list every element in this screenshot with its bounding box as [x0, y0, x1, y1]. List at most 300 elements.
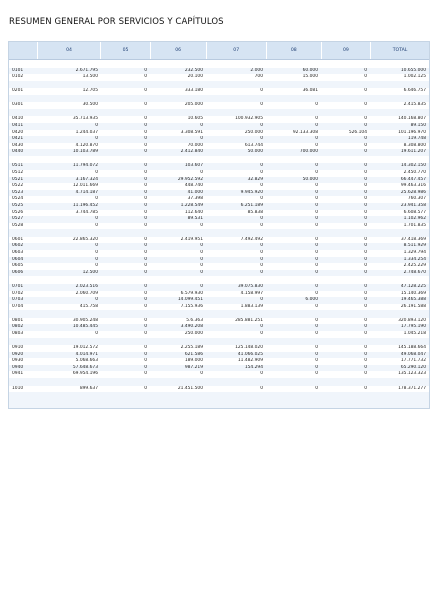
cell-col-04: 10.485.445: [72, 324, 98, 330]
cell-col-08: 0: [315, 142, 318, 148]
table-row: [9, 170, 429, 177]
table-row: [9, 324, 429, 331]
cell-col-07: 0: [260, 102, 263, 108]
group-spacer: [9, 276, 429, 284]
group-spacer: [9, 95, 429, 103]
cell-code: 0102: [12, 74, 24, 80]
cell-col-05: 0: [144, 236, 147, 242]
cell-col-07: 0: [260, 243, 263, 249]
group-spacer: [9, 338, 429, 346]
cell-col-05: 0: [144, 317, 147, 323]
cell-col-05: 0: [144, 243, 147, 249]
cell-code: 0704: [12, 303, 24, 309]
cell-col-06: 2.412.840: [180, 149, 203, 155]
cell-col-07: 0: [260, 297, 263, 303]
table-row: [9, 136, 429, 143]
header-total: TOTAL: [370, 42, 429, 59]
cell-col-07: 0: [260, 324, 263, 330]
cell-col-08: 700.000: [299, 149, 318, 155]
table-row: [9, 365, 429, 372]
table-row: [9, 291, 429, 298]
cell-code: 0527: [12, 216, 24, 222]
cell-code: 0601: [12, 236, 24, 242]
cell-col-08: 0: [315, 317, 318, 323]
cell-col-07: 9.945.920: [240, 189, 263, 195]
cell-col-05: 0: [144, 116, 147, 122]
cell-total: 145.188.664: [398, 345, 426, 351]
cell-col-06: 621.586: [184, 351, 203, 357]
cell-col-08: 15.000: [302, 74, 318, 80]
cell-code: 0411: [12, 122, 24, 128]
cell-col-09: 0: [364, 149, 367, 155]
cell-col-09: 0: [364, 136, 367, 142]
cell-col-04: 5.068.663: [75, 358, 98, 364]
cell-col-08: 0: [315, 216, 318, 222]
table-row: [9, 196, 429, 203]
cell-col-06: 0: [200, 250, 203, 256]
header-col-04: 04: [37, 42, 101, 59]
cell-col-09: 0: [364, 290, 367, 296]
cell-col-05: 0: [144, 269, 147, 275]
cell-col-07: 0: [260, 256, 263, 262]
table-row: [9, 116, 429, 123]
cell-col-05: 0: [144, 290, 147, 296]
cell-col-05: 0: [144, 345, 147, 351]
cell-col-05: 0: [144, 142, 147, 148]
cell-col-08: 0: [315, 203, 318, 208]
cell-code: 0524: [12, 196, 24, 202]
table-row: [9, 123, 429, 130]
cell-col-06: 205.000: [184, 102, 203, 108]
cell-col-05: 0: [144, 297, 147, 303]
cell-col-05: 0: [144, 122, 147, 128]
cell-code: 0525: [12, 203, 24, 208]
cell-col-09: 0: [364, 351, 367, 357]
cell-col-06: 3.308.591: [180, 129, 203, 135]
cell-col-09: 0: [364, 283, 367, 289]
cell-col-09: 0: [364, 236, 367, 242]
cell-total: 2.450.770: [403, 170, 426, 176]
cell-total: 320.893.120: [398, 317, 426, 323]
cell-total: 135.123.323: [398, 371, 426, 377]
cell-code: 0802: [12, 324, 24, 330]
cell-col-06: 0: [200, 283, 203, 289]
cell-code: 0910: [12, 345, 24, 351]
cell-code: 0703: [12, 297, 24, 303]
cell-code: 0940: [12, 364, 24, 370]
cell-code: 0603: [12, 250, 24, 256]
cell-col-08: 0: [315, 303, 318, 309]
cell-col-09: 0: [364, 256, 367, 262]
cell-col-09: 0: [364, 317, 367, 323]
cell-col-05: 0: [144, 196, 147, 202]
cell-code: 1010: [12, 385, 24, 391]
cell-total: 23.941.358: [400, 203, 426, 208]
table-row: [9, 243, 429, 250]
cell-col-06: 103.607: [184, 163, 203, 169]
group-spacer: [9, 60, 429, 68]
cell-total: 15.140.369: [400, 290, 426, 296]
cell-col-08: 0: [315, 364, 318, 370]
cell-code: 0521: [12, 176, 24, 182]
cell-col-09: 0: [364, 222, 367, 228]
cell-col-07: 0: [260, 136, 263, 142]
cell-col-06: 7.155.936: [180, 303, 203, 309]
cell-col-04: 0: [95, 222, 98, 228]
cell-col-04: 30.500: [82, 102, 98, 108]
cell-col-08: 0: [315, 102, 318, 108]
cell-col-08: 0: [315, 236, 318, 242]
cell-col-09: 0: [364, 324, 367, 330]
cell-total: 101.196.970: [398, 129, 426, 135]
cell-col-04: 0: [95, 331, 98, 336]
cell-col-04: 0: [95, 216, 98, 222]
cell-col-06: 0: [200, 122, 203, 128]
cell-col-04: 0: [95, 243, 98, 249]
cell-col-09: 526.104: [348, 129, 367, 135]
cell-code: 0440: [12, 149, 24, 155]
summary-table: [8, 41, 430, 409]
table-row: [9, 183, 429, 190]
cell-total: 2.425.229: [403, 263, 426, 269]
group-spacer: [9, 378, 429, 386]
cell-code: 0920: [12, 351, 24, 357]
cell-total: 19.611.207: [400, 149, 426, 155]
cell-col-07: 100.932.905: [235, 116, 263, 122]
cell-col-06: 3.490.208: [180, 324, 203, 330]
cell-code: 0702: [12, 290, 24, 296]
cell-col-09: 0: [364, 269, 367, 275]
cell-col-06: 2.255.189: [180, 345, 203, 351]
cell-code: 0606: [12, 269, 24, 275]
cell-col-07: 41.066.025: [237, 351, 263, 357]
cell-col-05: 0: [144, 163, 147, 169]
table-row: [9, 223, 429, 230]
cell-col-06: 333.180: [184, 88, 203, 94]
cell-col-04: 19.012.572: [72, 345, 98, 351]
cell-col-04: 4.714.187: [75, 189, 98, 195]
cell-col-06: 112.640: [184, 209, 203, 215]
cell-col-09: 0: [364, 364, 367, 370]
cell-col-08: 0: [315, 371, 318, 377]
cell-col-06: 37.398: [187, 196, 203, 202]
table-row: [9, 284, 429, 291]
cell-col-05: 0: [144, 283, 147, 289]
cell-total: 49.068.047: [400, 351, 426, 357]
cell-col-04: 4.014.971: [75, 351, 98, 357]
cell-col-09: 0: [364, 176, 367, 182]
cell-col-07: 0: [260, 222, 263, 228]
cell-col-07: 700: [254, 74, 263, 80]
cell-col-06: 29.952.592: [177, 176, 203, 182]
cell-total: 99.463.316: [400, 183, 426, 189]
cell-code: 0930: [12, 358, 24, 364]
cell-col-07: 11.482.909: [237, 358, 263, 364]
cell-col-05: 0: [144, 170, 147, 176]
cell-col-08: 0: [315, 331, 318, 336]
cell-col-07: 0: [260, 88, 263, 94]
cell-code: 0801: [12, 317, 24, 323]
cell-col-09: 0: [364, 122, 367, 128]
cell-col-08: 60.000: [302, 67, 318, 73]
cell-col-09: 0: [364, 250, 367, 256]
cell-total: 760.307: [407, 196, 426, 202]
cell-col-08: 0: [315, 222, 318, 228]
table-row: [9, 68, 429, 75]
cell-total: 1.002.125: [403, 74, 426, 80]
cell-col-07: 0: [260, 170, 263, 176]
cell-col-06: 189.000: [184, 358, 203, 364]
cell-col-04: 0: [95, 263, 98, 269]
cell-col-09: 0: [364, 196, 367, 202]
cell-col-07: 0: [260, 263, 263, 269]
cell-col-07: 0: [260, 122, 263, 128]
cell-col-06: 0: [200, 222, 203, 228]
cell-col-05: 0: [144, 189, 147, 195]
cell-col-05: 0: [144, 331, 147, 336]
header-col-09: 09: [321, 42, 370, 59]
table-row: [9, 177, 429, 184]
cell-col-08: 0: [315, 269, 318, 275]
cell-col-08: 0: [315, 358, 318, 364]
cell-col-05: 0: [144, 250, 147, 256]
cell-col-08: 0: [315, 196, 318, 202]
cell-col-09: 0: [364, 102, 367, 108]
cell-col-08: 0: [315, 170, 318, 176]
cell-col-07: 285.881.251: [235, 317, 263, 323]
cell-col-09: 0: [364, 331, 367, 336]
cell-col-06: 250.000: [184, 331, 203, 336]
cell-col-08: 0: [315, 163, 318, 169]
cell-code: 0941: [12, 371, 24, 377]
cell-code: 0410: [12, 116, 24, 122]
cell-col-05: 0: [144, 364, 147, 370]
cell-code: 0528: [12, 222, 24, 228]
table-row: [9, 88, 429, 95]
cell-col-08: 0: [315, 243, 318, 249]
cell-col-04: 3.167.324: [75, 176, 98, 182]
cell-col-05: 0: [144, 263, 147, 269]
cell-code: 0512: [12, 170, 24, 176]
cell-col-07: 32.829: [247, 176, 263, 182]
cell-total: 47.128.225: [400, 283, 426, 289]
cell-col-05: 0: [144, 324, 147, 330]
cell-col-07: 0: [260, 331, 263, 336]
cell-col-06: 10.605: [187, 116, 203, 122]
cell-col-09: 0: [364, 189, 367, 195]
cell-col-09: 0: [364, 243, 367, 249]
cell-col-04: 0: [95, 250, 98, 256]
table-row: [9, 371, 429, 378]
cell-total: 89.150: [410, 122, 426, 128]
group-spacer: [9, 310, 429, 318]
group-spacer: [9, 156, 429, 164]
cell-code: 0511: [12, 163, 24, 169]
cell-col-04: 11.794.072: [72, 163, 98, 169]
cell-total: 2.415.835: [403, 102, 426, 108]
group-spacer: [9, 109, 429, 117]
cell-col-05: 0: [144, 303, 147, 309]
cell-total: 1.334.254: [403, 256, 426, 262]
cell-col-09: 0: [364, 88, 367, 94]
cell-col-06: 987.219: [184, 364, 203, 370]
cell-col-04: 2.023.516: [75, 283, 98, 289]
cell-total: 1.329.794: [403, 250, 426, 256]
cell-col-06: 0: [200, 256, 203, 262]
cell-col-05: 0: [144, 209, 147, 215]
cell-col-05: 0: [144, 358, 147, 364]
table-row: [9, 143, 429, 150]
cell-total: 10.655.000: [400, 67, 426, 73]
cell-total: 14.302.150: [400, 163, 426, 169]
cell-total: 119.748: [407, 136, 426, 142]
cell-col-08: 0: [315, 385, 318, 391]
cell-total: 6.646.757: [403, 88, 426, 94]
cell-col-04: 0: [95, 122, 98, 128]
cell-col-07: 0: [260, 196, 263, 202]
cell-col-05: 0: [144, 203, 147, 208]
cell-col-08: 0: [315, 256, 318, 262]
cell-col-08: 92.133.308: [292, 129, 318, 135]
cell-col-06: 448.740: [184, 183, 203, 189]
cell-code: 0420: [12, 129, 24, 135]
cell-col-07: 39.075.830: [237, 283, 263, 289]
cell-col-09: 0: [364, 183, 367, 189]
cell-col-07: 0: [260, 371, 263, 377]
table-row: [9, 190, 429, 197]
cell-col-08: 0: [315, 209, 318, 215]
cell-col-05: 0: [144, 176, 147, 182]
cell-col-04: 12.705: [82, 88, 98, 94]
cell-col-07: 154.294: [244, 364, 263, 370]
cell-col-09: 0: [364, 209, 367, 215]
cell-col-04: 57.648.673: [72, 364, 98, 370]
cell-col-05: 0: [144, 256, 147, 262]
cell-col-07: 85.838: [247, 209, 263, 215]
table-footer: [9, 392, 429, 408]
cell-col-09: 0: [364, 297, 367, 303]
table-row: [9, 257, 429, 264]
cell-col-09: 0: [364, 142, 367, 148]
cell-col-04: 10.103.789: [72, 149, 98, 155]
cell-col-05: 0: [144, 216, 147, 222]
cell-col-09: 0: [364, 371, 367, 377]
cell-col-09: 0: [364, 116, 367, 122]
table-row: [9, 352, 429, 359]
cell-total: 66.447.457: [400, 176, 426, 182]
cell-total: 1.102.962: [403, 216, 426, 222]
cell-col-07: 4.158.997: [240, 290, 263, 296]
cell-code: 0430: [12, 142, 24, 148]
table-row: [9, 318, 429, 325]
cell-col-08: 0: [315, 116, 318, 122]
cell-total: 1.701.835: [403, 222, 426, 228]
cell-col-09: 0: [364, 345, 367, 351]
cell-total: 26.191.588: [400, 303, 426, 309]
cell-col-06: 89.531: [187, 216, 203, 222]
header-col-07: 07: [206, 42, 266, 59]
header-col-08: 08: [266, 42, 321, 59]
cell-col-05: 0: [144, 351, 147, 357]
cell-col-06: 21.451.500: [177, 385, 203, 391]
cell-col-04: 2.060.709: [75, 290, 98, 296]
cell-col-04: 0: [95, 136, 98, 142]
cell-col-06: 2.419.951: [180, 236, 203, 242]
header-code: [9, 42, 37, 59]
table-row: [9, 386, 429, 393]
cell-code: 0803: [12, 331, 24, 336]
cell-col-07: 0: [260, 385, 263, 391]
cell-code: 0602: [12, 243, 24, 249]
cell-col-09: 0: [364, 163, 367, 169]
cell-total: 8.308.800: [403, 142, 426, 148]
cell-col-06: 1.228.549: [180, 203, 203, 208]
cell-code: 0526: [12, 209, 24, 215]
table-row: [9, 331, 429, 338]
cell-col-05: 0: [144, 385, 147, 391]
table-body: [9, 60, 429, 392]
cell-col-06: 0: [200, 371, 203, 377]
table-row: [9, 203, 429, 210]
cell-col-04: 3.744.785: [75, 209, 98, 215]
cell-col-06: 0: [200, 170, 203, 176]
cell-col-05: 0: [144, 129, 147, 135]
cell-col-05: 0: [144, 74, 147, 80]
cell-col-06: 70.000: [187, 142, 203, 148]
cell-col-06: 14.099.451: [177, 297, 203, 303]
cell-total: 17.771.732: [400, 358, 426, 364]
group-spacer: [9, 229, 429, 237]
table-row: [9, 297, 429, 304]
cell-col-07: 6.251.189: [240, 203, 263, 208]
cell-col-09: 0: [364, 203, 367, 208]
cell-col-07: 0: [260, 216, 263, 222]
cell-col-09: 0: [364, 216, 367, 222]
cell-col-08: 6.000: [305, 297, 318, 303]
cell-col-04: 11.196.452: [72, 203, 98, 208]
cell-col-08: 0: [315, 324, 318, 330]
table-row: [9, 210, 429, 217]
cell-total: 1.045.218: [403, 331, 426, 336]
cell-col-04: 69.954.196: [72, 371, 98, 377]
cell-col-07: 1.883.139: [240, 303, 263, 309]
cell-total: 140.168.807: [398, 116, 426, 122]
cell-col-08: 0: [315, 136, 318, 142]
cell-col-04: 1.244.037: [75, 129, 98, 135]
cell-col-07: 0: [260, 250, 263, 256]
cell-code: 0523: [12, 189, 24, 195]
cell-col-07: 0: [260, 269, 263, 275]
cell-col-05: 0: [144, 222, 147, 228]
cell-code: 0701: [12, 283, 24, 289]
cell-col-04: 30.905.248: [72, 317, 98, 323]
cell-col-07: 50.000: [247, 149, 263, 155]
cell-col-08: 0: [315, 351, 318, 357]
cell-col-04: 0: [95, 170, 98, 176]
cell-col-04: 35.713.935: [72, 116, 98, 122]
cell-col-08: 0: [315, 122, 318, 128]
cell-code: 0301: [12, 102, 24, 108]
cell-col-06: 20.100: [187, 74, 203, 80]
table-row: [9, 263, 429, 270]
page-title: RESUMEN GENERAL POR SERVICIOS Y CAPÍTULOS: [9, 17, 224, 27]
cell-col-05: 0: [144, 88, 147, 94]
cell-col-08: 0: [315, 263, 318, 269]
table-header: [9, 42, 429, 60]
table-row: [9, 345, 429, 352]
cell-col-07: 2.000: [250, 67, 263, 73]
cell-col-04: 12.500: [82, 269, 98, 275]
